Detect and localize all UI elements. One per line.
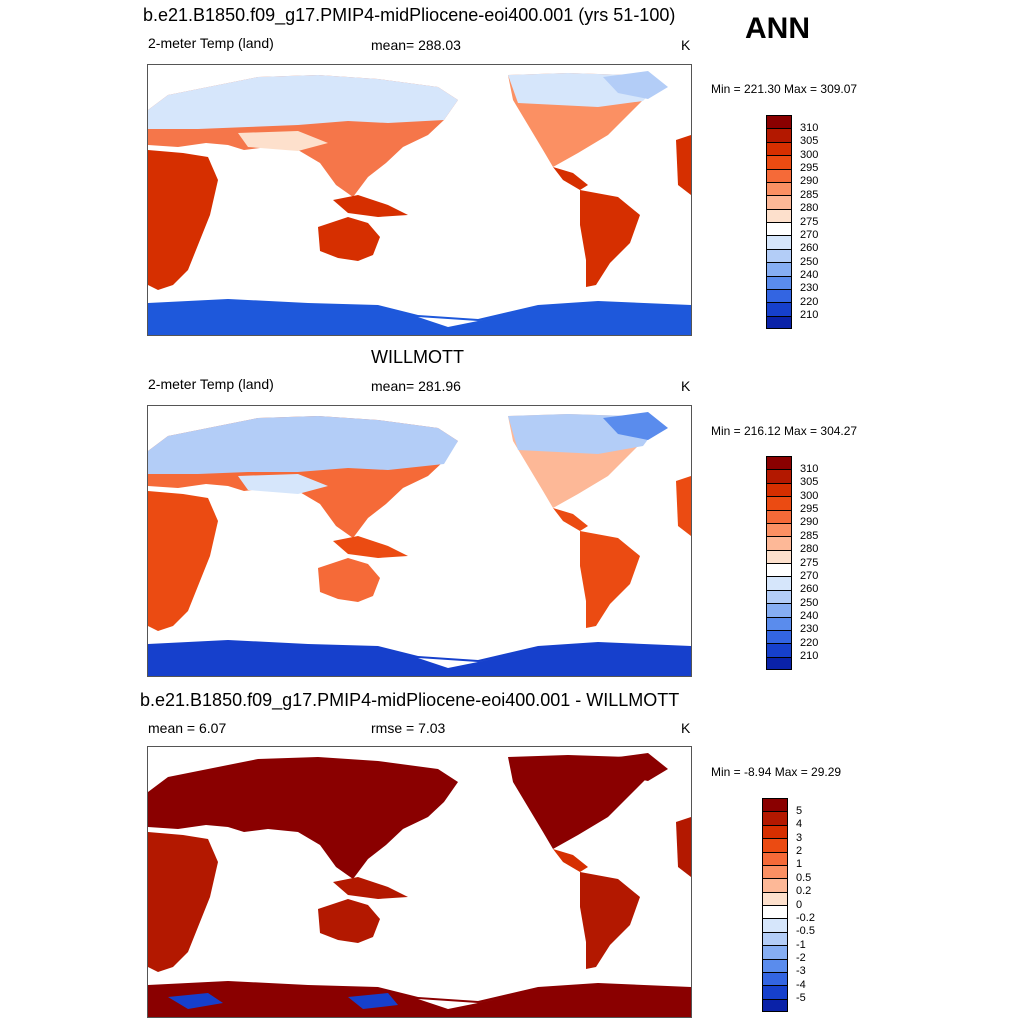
colorbar-swatch [766, 222, 792, 236]
colorbar-tick-label: 295 [800, 503, 819, 515]
colorbar-swatch [766, 510, 792, 524]
panel-1-minmax: Min = 221.30 Max = 309.07 [711, 82, 858, 96]
map-landmass [148, 640, 691, 676]
season-label: ANN [745, 12, 810, 45]
panel-2-mean-label: mean= 281.96 [371, 378, 461, 394]
colorbar-tick-label: -2 [796, 952, 806, 964]
panel-3-colorbar [762, 798, 842, 1012]
colorbar-swatch [762, 811, 788, 825]
colorbar-swatch [766, 276, 792, 290]
map-landmass [148, 981, 691, 1017]
colorbar-swatch [766, 316, 792, 329]
colorbar-tick-label: 290 [800, 516, 819, 529]
colorbar-swatch [762, 985, 788, 999]
panel-2-colorbar [766, 456, 846, 670]
panel-1-map-canvas [148, 65, 691, 335]
colorbar-swatch [766, 576, 792, 590]
panel-1-units-label: K [681, 37, 691, 53]
colorbar-swatch [766, 643, 792, 657]
colorbar-tick-label: 250 [800, 596, 819, 609]
colorbar-swatch [762, 825, 788, 839]
colorbar-tick-label: 5 [796, 804, 803, 817]
colorbar-tick-label: 240 [800, 610, 819, 622]
map-landmass [676, 476, 691, 536]
panel-1-colorbar [766, 115, 846, 329]
colorbar-swatch [766, 209, 792, 223]
colorbar-tick-label: 250 [800, 255, 819, 268]
colorbar-tick-label: 260 [800, 583, 819, 596]
map-landmass [148, 75, 458, 129]
panel-2-map-canvas [148, 406, 691, 676]
colorbar-tick-label: -1 [796, 938, 806, 951]
panel-2-title: WILLMOTT [371, 347, 464, 367]
colorbar-swatch [762, 945, 788, 959]
colorbar-tick-label: 285 [800, 188, 819, 201]
map-landmass [333, 536, 408, 558]
colorbar-tick-label: -4 [796, 978, 806, 991]
colorbar-tick-label: 300 [800, 489, 819, 502]
colorbar-swatch [762, 932, 788, 946]
colorbar-swatch [766, 657, 792, 670]
map-landmass [580, 872, 640, 969]
colorbar-tick-label: -5 [796, 992, 806, 1005]
colorbar-tick-label: 4 [796, 818, 803, 831]
map-landmass [553, 849, 588, 872]
map-landmass [148, 416, 458, 474]
colorbar-swatch [762, 959, 788, 973]
colorbar-tick-label: 260 [800, 242, 819, 255]
colorbar-tick-label: 275 [800, 556, 819, 569]
map-landmass [676, 135, 691, 195]
colorbar-tick-label: 220 [800, 636, 819, 649]
colorbar-swatch [766, 182, 792, 196]
colorbar-tick-label: 2 [796, 845, 803, 857]
colorbar-tick-label: -3 [796, 965, 806, 978]
panel-3-title: b.e21.B1850.f09_g17.PMIP4-midPliocene-eoi400.001 - WILLMOTT [140, 690, 680, 710]
colorbar-tick-label: 285 [800, 529, 819, 542]
map-landmass [553, 167, 588, 190]
colorbar-swatch [762, 878, 788, 892]
colorbar-tick-label: 300 [800, 148, 819, 161]
colorbar-tick-label: 230 [800, 282, 819, 295]
colorbar-swatch [766, 469, 792, 483]
colorbar-tick-label: 3 [796, 831, 803, 844]
colorbar-swatch [766, 115, 792, 129]
colorbar-tick-label: 0.5 [796, 871, 812, 884]
colorbar-swatch [762, 999, 788, 1012]
map-landmass [676, 817, 691, 877]
colorbar-swatch [766, 456, 792, 470]
colorbar-swatch [766, 550, 792, 564]
map-landmass [333, 877, 408, 899]
panel-2-variable-label: 2-meter Temp (land) [148, 376, 274, 392]
colorbar-tick-label: 220 [800, 295, 819, 308]
colorbar-swatch [766, 249, 792, 263]
map-landmass [333, 195, 408, 217]
colorbar-tick-label: -0.2 [796, 911, 815, 924]
panel-3-map-canvas [148, 747, 691, 1017]
colorbar-tick-label: 270 [800, 228, 819, 241]
colorbar-swatch [766, 195, 792, 209]
colorbar-tick-label: 310 [800, 121, 819, 134]
colorbar-swatch [766, 289, 792, 303]
map-landmass [553, 508, 588, 531]
map-landmass [580, 531, 640, 628]
colorbar-swatch [762, 798, 788, 812]
colorbar-swatch [766, 630, 792, 644]
colorbar-tick-label: 280 [800, 202, 819, 215]
panel-1-mean-label: mean= 288.03 [371, 37, 461, 53]
colorbar-swatch [766, 302, 792, 316]
colorbar-tick-label: -0.5 [796, 925, 815, 938]
colorbar-swatch [766, 155, 792, 169]
panel-3-rmse-label: rmse = 7.03 [371, 720, 446, 736]
colorbar-swatch [766, 590, 792, 604]
colorbar-tick-label: 295 [800, 162, 819, 174]
panel-2-map [147, 405, 692, 677]
panel-3-mean-label: mean = 6.07 [148, 720, 227, 736]
colorbar-swatch [766, 483, 792, 497]
panel-1-title: b.e21.B1850.f09_g17.PMIP4-midPliocene-eoi400.001 (yrs 51-100) [143, 5, 676, 25]
colorbar-tick-label: 305 [800, 135, 819, 148]
panel-2-minmax: Min = 216.12 Max = 304.27 [711, 424, 858, 438]
colorbar-tick-label: 210 [800, 309, 819, 322]
colorbar-tick-label: 240 [800, 269, 819, 281]
colorbar-swatch [762, 918, 788, 932]
map-landmass [148, 832, 218, 972]
colorbar-tick-label: 275 [800, 215, 819, 228]
colorbar-tick-label: 305 [800, 476, 819, 489]
colorbar-tick-label: 290 [800, 175, 819, 188]
colorbar-tick-label: 270 [800, 569, 819, 582]
map-landmass [148, 299, 691, 335]
panel-1-variable-label: 2-meter Temp (land) [148, 35, 274, 51]
panel-1-map [147, 64, 692, 336]
colorbar-swatch [762, 865, 788, 879]
map-landmass [148, 150, 218, 290]
colorbar-swatch [766, 235, 792, 249]
colorbar-swatch [762, 905, 788, 919]
colorbar-swatch [762, 852, 788, 866]
colorbar-swatch [766, 563, 792, 577]
colorbar-swatch [762, 972, 788, 986]
map-landmass [318, 558, 380, 602]
colorbar-swatch [766, 603, 792, 617]
colorbar-swatch [766, 169, 792, 183]
colorbar-swatch [762, 838, 788, 852]
colorbar-tick-label: 0.2 [796, 885, 812, 898]
map-landmass [148, 491, 218, 631]
panel-2-units-label: K [681, 378, 691, 394]
colorbar-swatch [766, 496, 792, 510]
map-landmass [318, 217, 380, 261]
map-landmass [318, 899, 380, 943]
colorbar-swatch [766, 262, 792, 276]
colorbar-swatch [766, 536, 792, 550]
colorbar-swatch [766, 142, 792, 156]
panel-3-units-label: K [681, 720, 691, 736]
panel-3-map [147, 746, 692, 1018]
colorbar-tick-label: 210 [800, 650, 819, 663]
colorbar-tick-label: 230 [800, 623, 819, 636]
map-landmass [580, 190, 640, 287]
colorbar-tick-label: 0 [796, 898, 803, 911]
colorbar-swatch [766, 523, 792, 537]
colorbar-tick-label: 280 [800, 543, 819, 556]
colorbar-tick-label: 1 [796, 858, 803, 871]
colorbar-swatch [762, 892, 788, 906]
colorbar-swatch [766, 617, 792, 631]
colorbar-tick-label: 310 [800, 462, 819, 475]
colorbar-swatch [766, 128, 792, 142]
panel-3-minmax: Min = -8.94 Max = 29.29 [711, 765, 842, 779]
